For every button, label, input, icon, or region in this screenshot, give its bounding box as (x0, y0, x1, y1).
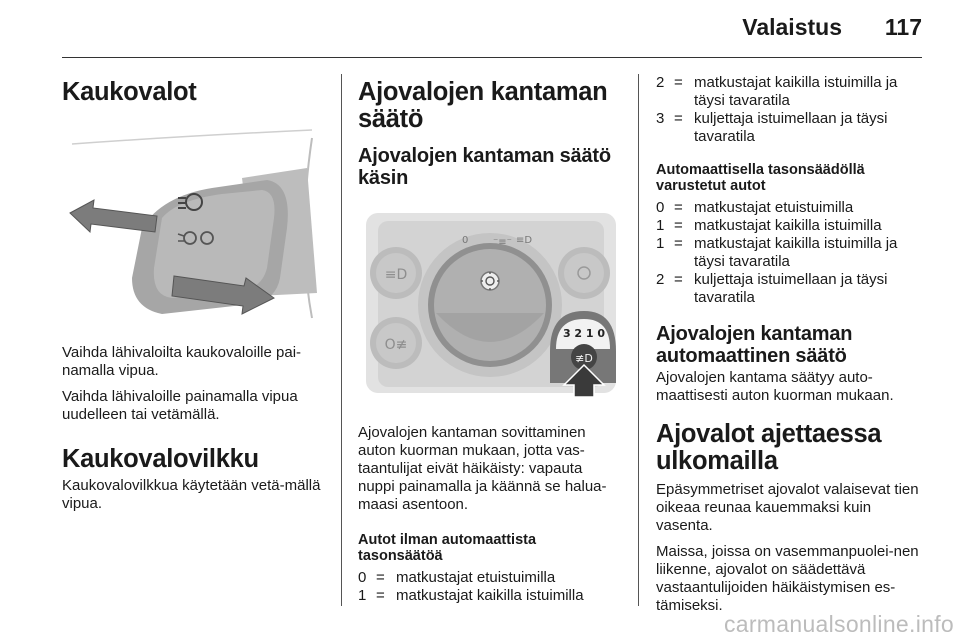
paragraph-auto-range: Ajovalojen kantama säätyy auto-maattisesti auton kuorman mukaan. (656, 369, 894, 404)
section-title: Valaistus (742, 14, 842, 40)
range-dial-positions: 3 2 1 0 (562, 327, 606, 340)
list-item: 0 = matkustajat etuistuimilla (358, 569, 556, 586)
list-heading-no-auto: Autot ilman automaattista tasonsäätöä (358, 532, 537, 564)
list-item: 1 = matkustajat kaikilla istuimilla ja täysi tavaratila (656, 235, 898, 270)
paragraph-manual-adjust: Ajovalojen kantaman sovittaminen auton kuorman mukaan, jotta vas-taantulijat eivät häikäisty: vapauta nuppi painamalla ja käännä se halua-maasi asentoon. (358, 424, 607, 513)
high-beam-lever-illustration (62, 118, 326, 328)
column-3 (656, 74, 922, 615)
heading-driving-abroad: Ajovalot ajettaessa ulkomailla (656, 420, 882, 475)
column-divider-1 (341, 74, 342, 606)
page-number: 117 (884, 14, 922, 40)
rear-fog-light-button (370, 317, 422, 369)
heading-headlight-range: Ajovalojen kantaman säätö (358, 78, 608, 133)
column-2 (358, 74, 620, 605)
list-auto (656, 199, 922, 307)
column-divider-2 (638, 74, 639, 606)
light-switch-panel-illustration (358, 201, 620, 406)
heading-kaukovalovilkku: Kaukovalovilkku (62, 445, 259, 473)
headlight-icon: ≡D (516, 235, 533, 246)
heading-kaukovalot: Kaukovalot (62, 78, 197, 106)
list-no-auto-continued (656, 74, 922, 146)
list-item: 1 = matkustajat kaikilla istuimilla (656, 217, 882, 234)
list-item: 2 = kuljettaja istuimellaan ja täysi tavaratila (656, 271, 888, 306)
header-rule (62, 57, 922, 58)
instrument-illumination-button (558, 247, 610, 299)
list-heading-auto: Automaattisella tasonsäädöllä varustetut autot (656, 162, 865, 194)
paragraph-asymmetric: Epäsymmetriset ajovalot valaisevat tien oikeaa reunaa kauemmaksi kuin vasenta. (656, 481, 919, 534)
svg-text:O≢: O≢ (384, 337, 408, 353)
range-dial-icon: ≢D (575, 352, 593, 365)
paragraph-left-traffic: Maissa, joissa on vasemmanpuolei-nen liikenne, ajovalot on säädettävä vastaantulijoiden häikäistymisen es-tämiseksi. (656, 543, 919, 614)
watermark: carmanualsonline.info (723, 611, 954, 637)
paragraph-flash: Kaukovalovilkkua käytetään vetä-mällä vipua. (62, 477, 321, 512)
column-1 (62, 74, 326, 513)
paragraph-switch-to-high: Vaihda lähivaloilta kaukovaloille pai-namalla vipua. (62, 344, 302, 379)
svg-text:≡D: ≡D (384, 267, 408, 283)
list-item: 2 = matkustajat kaikilla istuimilla ja täysi tavaratila (656, 74, 898, 109)
paragraph-switch-to-low: Vaihda lähivaloille painamalla vipua uudelleen tai vetämällä. (62, 388, 298, 423)
main-light-switch-knob (418, 233, 562, 377)
parking-light-icon: ⁻≡⁻ (493, 237, 512, 248)
switch-position-zero: 0 (462, 235, 469, 246)
list-no-auto (358, 569, 620, 605)
list-item: 1 = matkustajat kaikilla istuimilla (358, 587, 584, 604)
heading-auto-range: Ajovalojen kantaman automaattinen säätö (656, 323, 853, 367)
front-fog-light-button (370, 247, 422, 299)
list-item: 3 = kuljettaja istuimellaan ja täysi tavaratila (656, 110, 888, 145)
subheading-manual: Ajovalojen kantaman säätö käsin (358, 145, 611, 189)
list-item: 0 = matkustajat etuistuimilla (656, 199, 854, 216)
